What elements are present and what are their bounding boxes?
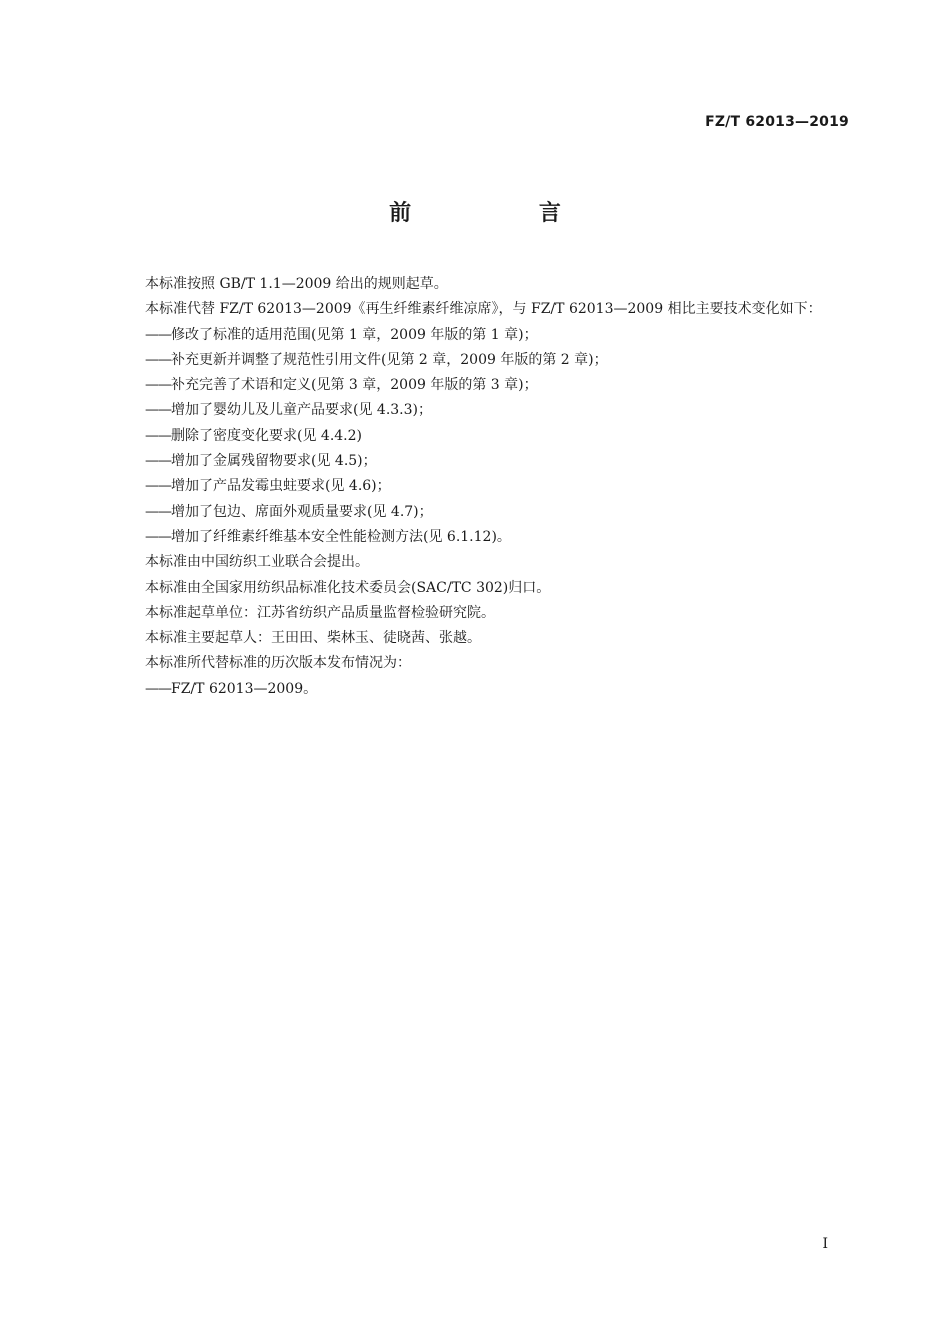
change-text: 增加了包边、席面外观质量要求(见 4.7)； [171, 503, 433, 520]
list-item [116, 474, 851, 499]
dash-marker: —— [145, 453, 171, 470]
list-item [116, 348, 851, 373]
paragraph-drafting-unit: 本标准起草单位：江苏省纺织产品质量监督检验研究院。 [145, 604, 495, 621]
standard-code: FZ/T 62013—2019 [705, 114, 849, 130]
list-item [116, 323, 851, 348]
dash-marker: —— [145, 427, 171, 444]
dash-marker: —— [145, 351, 171, 368]
change-text: 增加了产品发霉虫蛀要求(见 4.6)； [171, 478, 391, 495]
change-text: 补充完善了术语和定义(见第 3 章，2009 年版的第 3 章)； [171, 377, 538, 394]
foreword-body [116, 272, 851, 702]
list-item [116, 525, 851, 550]
paragraph-drafters: 本标准主要起草人：王田田、柴林玉、徒晓茜、张越。 [145, 630, 481, 647]
paragraph-drafting-rules: 本标准按照 GB/T 1.1—2009 给出的规则起草。 [145, 276, 448, 292]
paragraph-replacement: 本标准代替 FZ/T 62013—2009《再生纤维素纤维凉席》，与 FZ/T 62013—2009 相比主要技术变化如下： [145, 301, 822, 318]
list-item [116, 449, 851, 474]
page-title: 前 言 [389, 201, 621, 226]
list-item [116, 500, 851, 525]
list-item [116, 424, 851, 449]
paragraph-proposer: 本标准由中国纺织工业联合会提出。 [145, 554, 369, 571]
page-number: I [822, 1236, 828, 1252]
dash-marker: —— [145, 680, 171, 697]
paragraph-version-history: 本标准所代替标准的历次版本发布情况为： [145, 655, 411, 672]
list-item [116, 677, 851, 702]
dash-marker: —— [145, 478, 171, 495]
dash-marker: —— [145, 528, 171, 545]
dash-marker: —— [145, 503, 171, 520]
change-text: 删除了密度变化要求(见 4.4.2) [171, 427, 362, 444]
dash-marker: —— [145, 326, 171, 343]
paragraph-committee: 本标准由全国家用纺织品标准化技术委员会(SAC/TC 302)归口。 [145, 579, 551, 596]
list-item [116, 373, 851, 398]
change-text: 补充更新并调整了规范性引用文件(见第 2 章，2009 年版的第 2 章)； [171, 351, 608, 368]
change-text: 增加了婴幼儿及儿童产品要求(见 4.3.3)； [171, 402, 432, 419]
previous-version-text: FZ/T 62013—2009。 [171, 680, 318, 697]
change-text: 修改了标准的适用范围(见第 1 章，2009 年版的第 1 章)； [171, 326, 538, 343]
list-item [116, 398, 851, 423]
change-text: 增加了纤维素纤维基本安全性能检测方法(见 6.1.12)。 [171, 528, 511, 545]
dash-marker: —— [145, 377, 171, 394]
change-text: 增加了金属残留物要求(见 4.5)； [171, 453, 377, 470]
dash-marker: —— [145, 402, 171, 419]
